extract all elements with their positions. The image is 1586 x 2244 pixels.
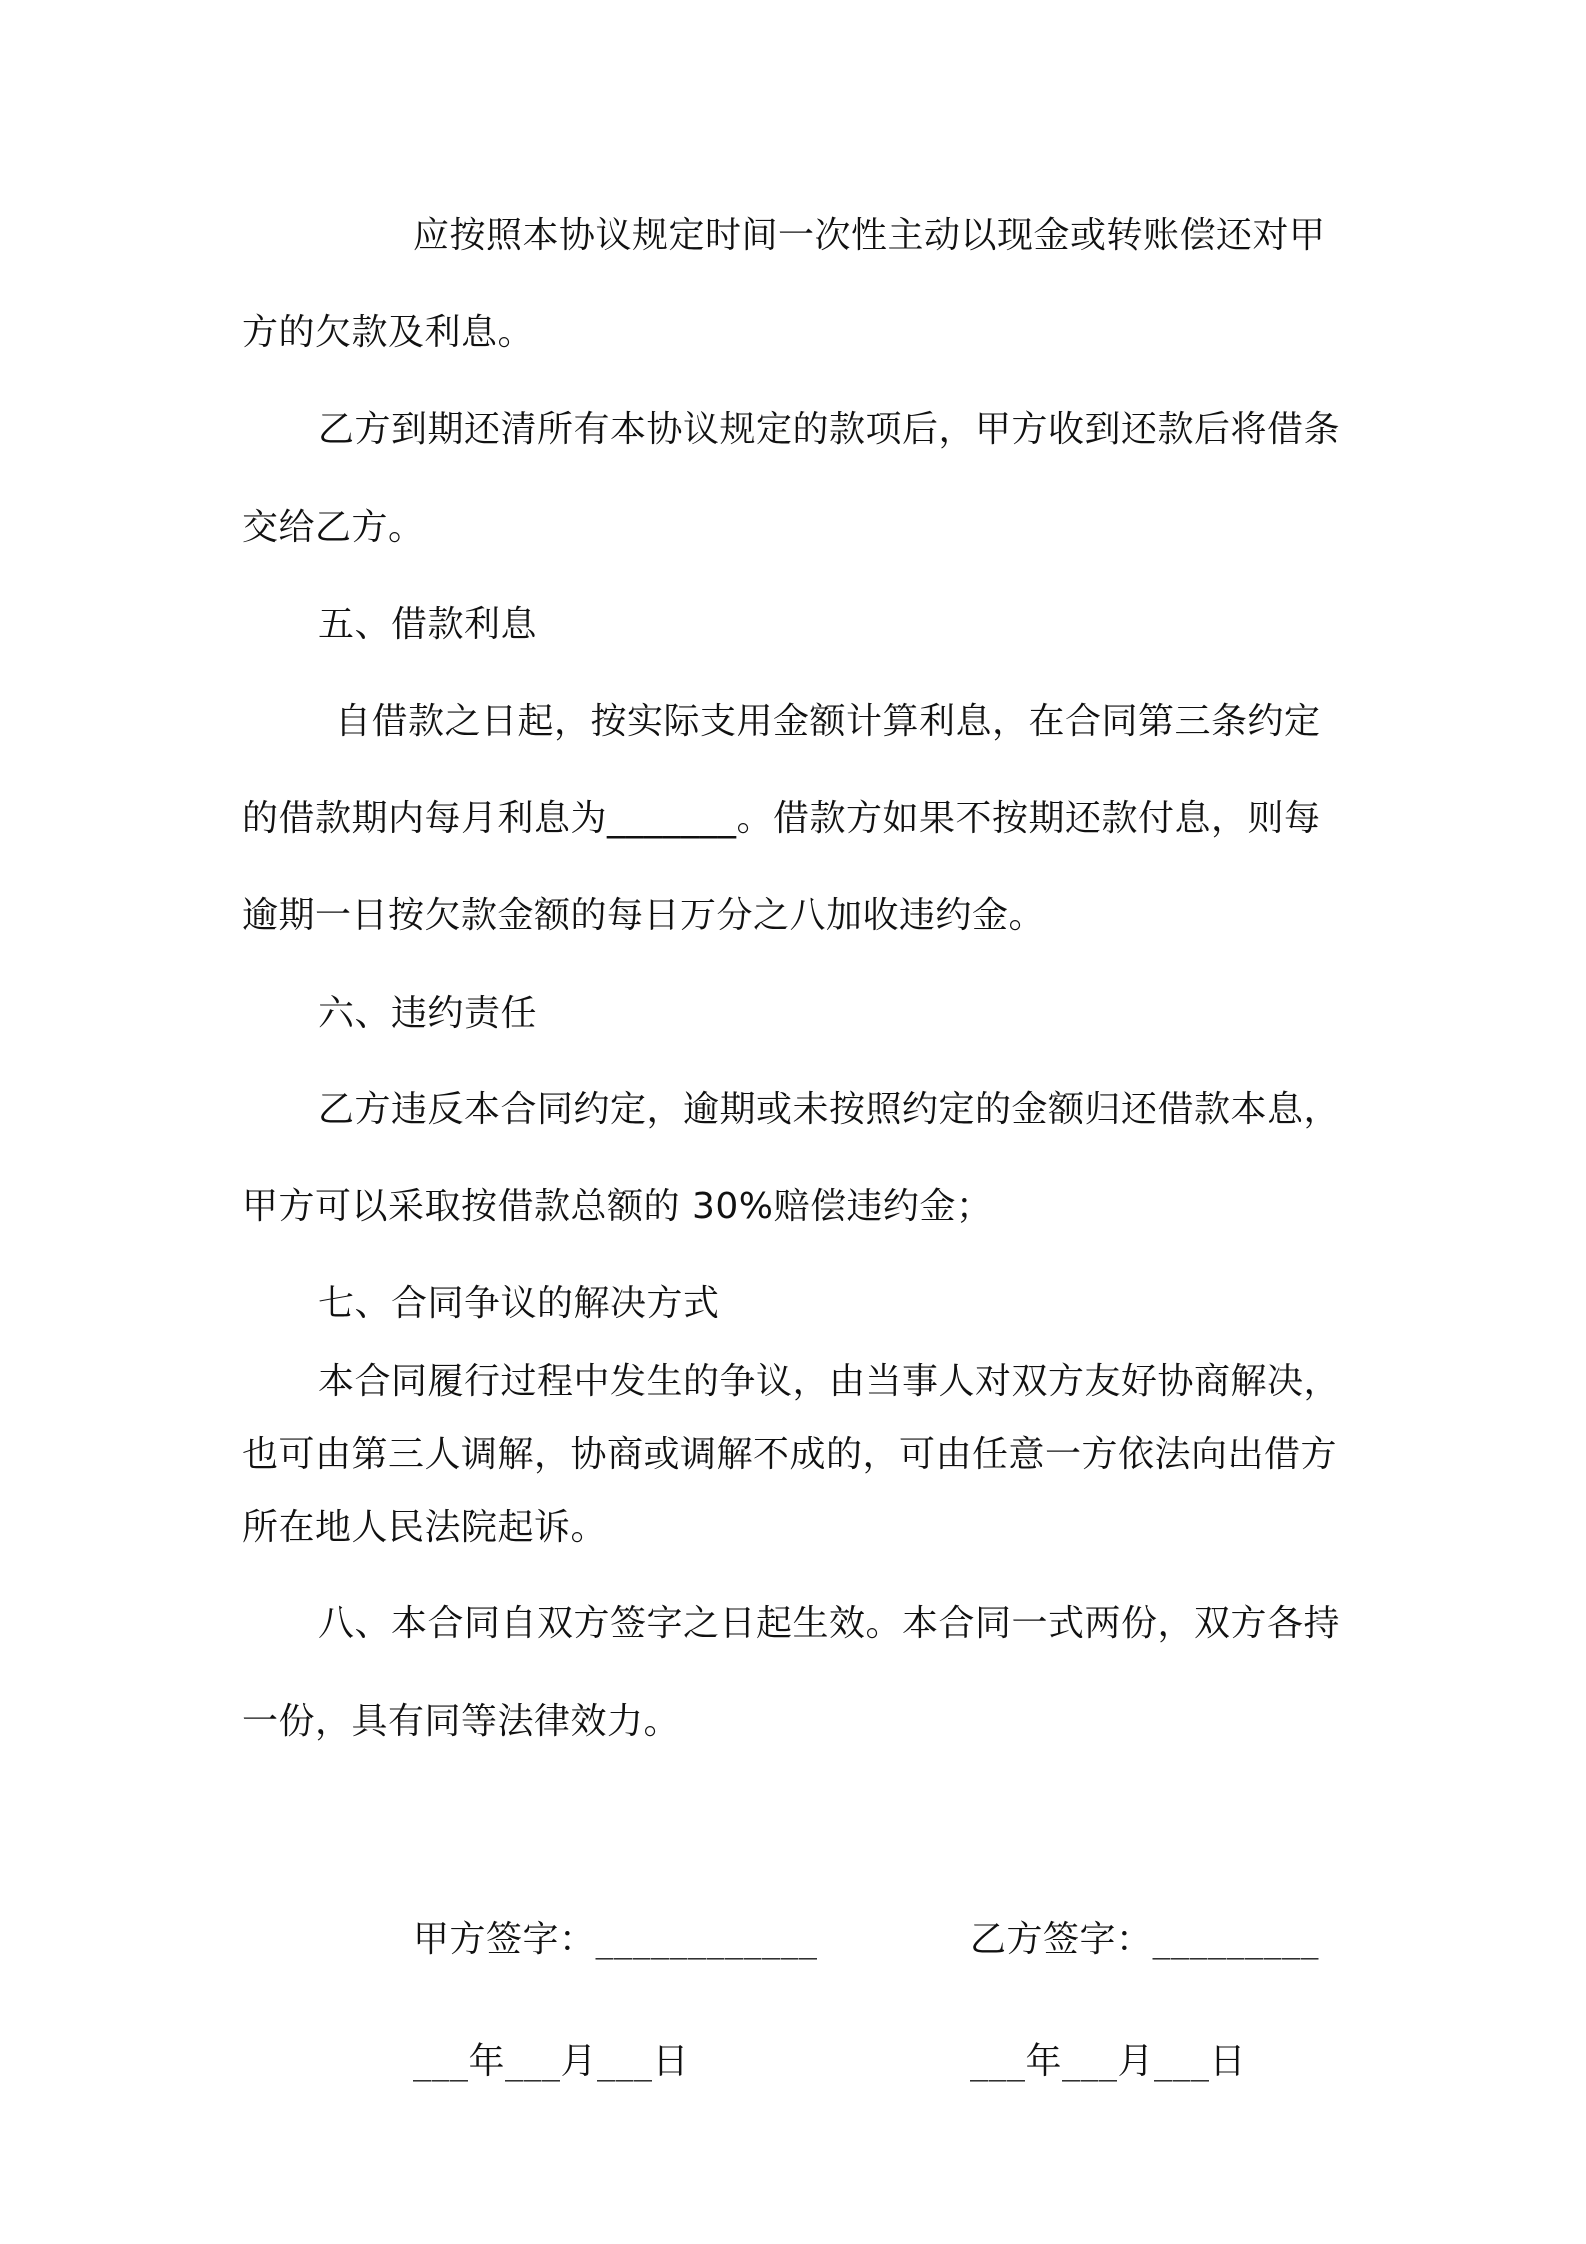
party-b-signature-label: 乙方签字：_________ — [970, 1919, 1320, 1960]
paragraph-line: 应按照本协议规定时间一次性主动以现金或转账偿还对甲 — [413, 215, 1326, 256]
paragraph-line: 也可由第三人调解，协商或调解不成的，可由任意一方依法向出借方 — [242, 1434, 1338, 1475]
paragraph-line: 本合同履行过程中发生的争议，由当事人对双方友好协商解决， — [318, 1361, 1341, 1402]
paragraph-line: 方的欠款及利息。 — [242, 312, 535, 353]
party-a-signature-label: 甲方签字：____________ — [413, 1919, 818, 1960]
paragraph-line: 自借款之日起，按实际支用金额计算利息，在合同第三条约定 — [335, 701, 1321, 742]
party-a-date: ___年___月___日 — [413, 2041, 690, 2082]
party-b-date: ___年___月___日 — [970, 2041, 1247, 2082]
paragraph-line: 甲方可以采取按借款总额的 30%赔偿违约金； — [242, 1186, 993, 1227]
paragraph-line: 一份，具有同等法律效力。 — [242, 1701, 681, 1742]
paragraph-line: 八、本合同自双方签字之日起生效。本合同一式两份，双方各持 — [318, 1603, 1341, 1644]
section-heading: 五、借款利息 — [318, 604, 538, 645]
section-heading: 七、合同争议的解决方式 — [318, 1283, 720, 1324]
paragraph-line: 所在地人民法院起诉。 — [242, 1507, 608, 1548]
paragraph-line: 乙方违反本合同约定，逾期或未按照约定的金额归还借款本息， — [318, 1089, 1341, 1130]
paragraph-line: 逾期一日按欠款金额的每日万分之八加收违约金。 — [242, 895, 1046, 936]
section-heading: 六、违约责任 — [318, 993, 538, 1034]
paragraph-line: 的借款期内每月利息为_______。借款方如果不按期还款付息，则每 — [242, 798, 1321, 839]
paragraph-line: 乙方到期还清所有本协议规定的款项后，甲方收到还款后将借条 — [318, 409, 1341, 450]
paragraph-line: 交给乙方。 — [242, 507, 425, 548]
